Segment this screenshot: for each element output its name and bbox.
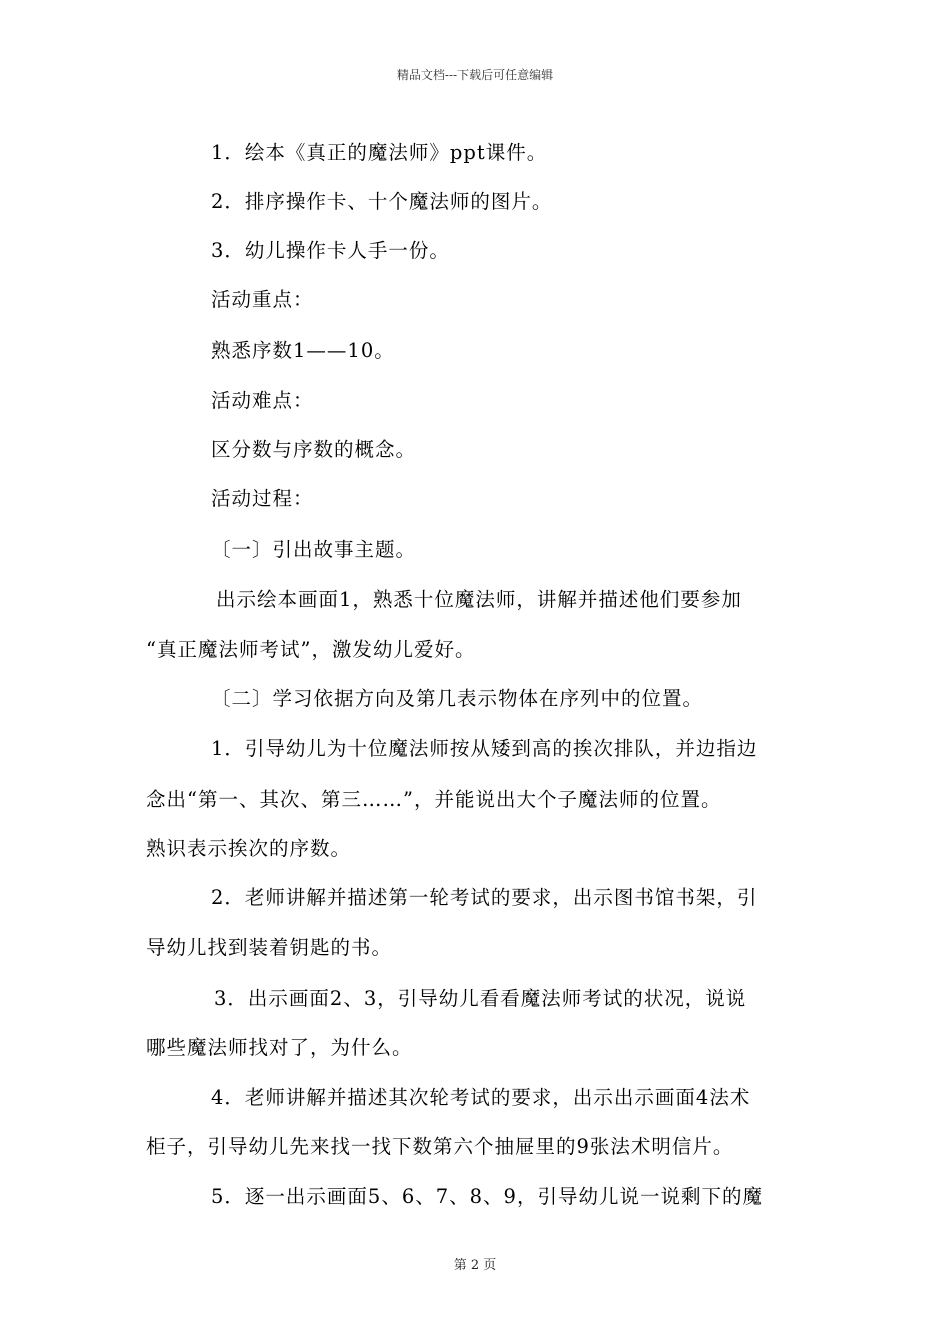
section-heading: 活动过程：: [211, 487, 314, 510]
paragraph-line: 5．逐一出示画面5、6、7、8、9，引导幼儿说一说剩下的魔: [211, 1185, 763, 1208]
section-heading: 活动难点：: [211, 389, 314, 412]
paragraph-line: “真正魔法师考试”，激发幼儿爱好。: [146, 638, 476, 661]
paragraph-line: 哪些魔法师找对了，为什么。: [146, 1036, 413, 1059]
section-heading: 活动重点：: [211, 288, 314, 311]
paragraph-line: 念出“第一、其次、第三……”，并能说出大个子魔法师的位置。: [146, 788, 722, 811]
subsection-heading: 〔二〕学习依据方向及第几表示物体在序列中的位置。: [211, 687, 704, 710]
paragraph-line: 导幼儿找到装着钥匙的书。: [146, 936, 393, 959]
list-item: 1．绘本《真正的魔法师》ppt课件。: [211, 141, 548, 164]
paragraph-line: 4．老师讲解并描述其次轮考试的要求，出示出示画面4法术: [211, 1086, 751, 1109]
paragraph-line: 2．老师讲解并描述第一轮考试的要求，出示图书馆书架，引: [211, 886, 758, 909]
paragraph-line: 熟悉序数1——10。: [211, 339, 395, 362]
paragraph-line: 1．引导幼儿为十位魔法师按从矮到高的挨次排队，并边指边: [211, 737, 758, 760]
paragraph-line: 柜子，引导幼儿先来找一找下数第六个抽屉里的9张法术明信片。: [146, 1135, 734, 1158]
paragraph-line: 区分数与序数的概念。: [211, 438, 417, 461]
list-item: 2．排序操作卡、十个魔法师的图片。: [211, 190, 553, 213]
paragraph-line: 3．出示画面2、3，引导幼儿看看魔法师考试的状况，说说: [214, 987, 747, 1010]
paragraph-line: 出示绘本画面1，熟悉十位魔法师，讲解并描述他们要参加: [216, 588, 742, 611]
page-number: 第 2 页: [453, 1258, 497, 1273]
paragraph-line: 熟识表示挨次的序数。: [146, 837, 352, 860]
list-item: 3．幼儿操作卡人手一份。: [211, 239, 450, 262]
subsection-heading: 〔一〕引出故事主题。: [211, 538, 417, 561]
page-header: 精品文档---下载后可任意编辑: [396, 68, 554, 82]
